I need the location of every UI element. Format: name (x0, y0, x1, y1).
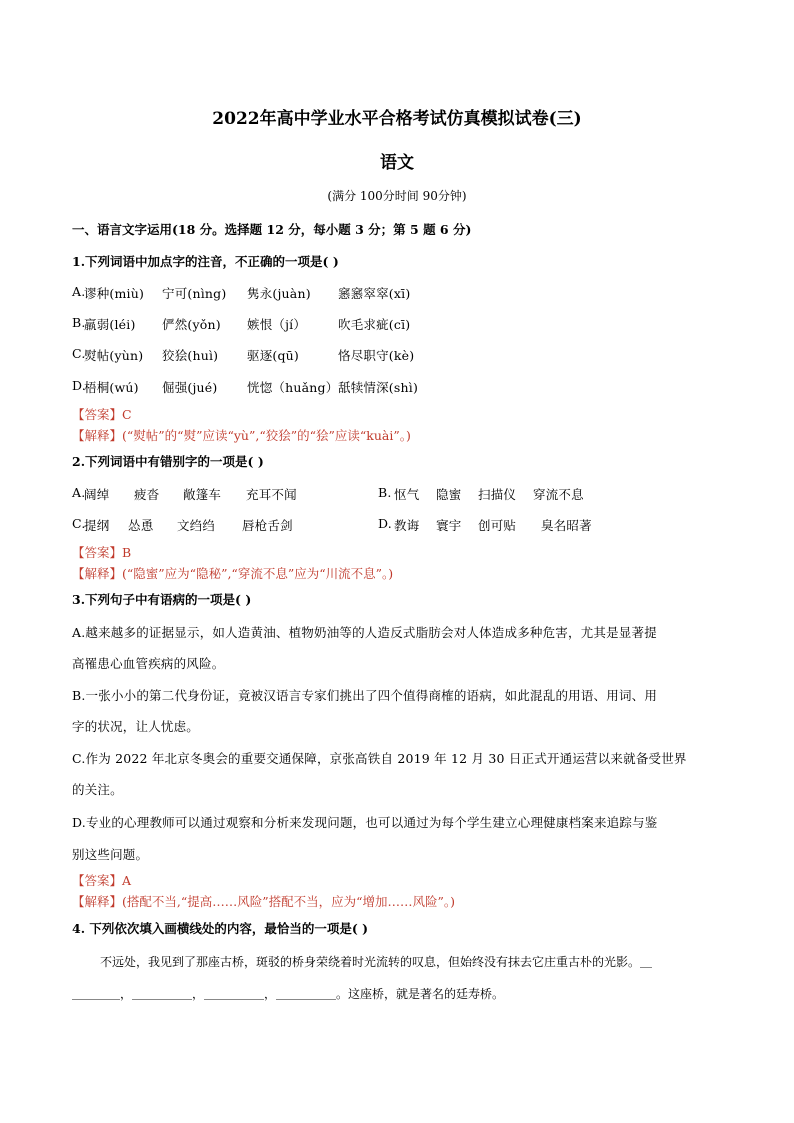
explain-label: 【解释】 (72, 894, 123, 909)
q2-row-1 (72, 485, 584, 502)
option-item: 宁可(nìng) (162, 286, 227, 301)
option-label: A. (72, 485, 86, 500)
option-item: 提纲 (84, 518, 110, 533)
option-label: D. (378, 516, 392, 531)
option-label: D. (72, 378, 86, 393)
q1-answer (72, 405, 132, 423)
explain-text: (“熨帖”的“熨”应读“yù”,“狡狯”的“狯”应读“kuài”。) (122, 428, 411, 443)
q2-row-2 (72, 516, 592, 533)
option-item: 隐蜜 (436, 487, 462, 502)
answer-value: A (122, 873, 132, 888)
question-2-title: 2.下列词语中有错别字的一项是( ) (72, 454, 264, 469)
section-heading: 一、语言文字运用(18 分。选择题 12 分，每小题 3 分；第 5 题 6 分) (72, 222, 472, 237)
option-item: 窸窸窣窣(xī) (338, 286, 411, 301)
q4-passage-line-1: 不远处，我见到了那座古桥，斑驳的桥身荣绕着时光流转的叹息，但始终没有抹去它庄重古朴的光影。＿ (100, 955, 653, 969)
option-item: 隽永(juàn) (247, 286, 311, 301)
explain-label: 【解释】 (72, 428, 123, 443)
page-title: 2022年高中学业水平合格考试仿真模拟试卷(三) (212, 109, 582, 129)
q3-explanation (72, 892, 455, 910)
option-label: C. (72, 516, 86, 531)
answer-label: 【答案】 (72, 545, 123, 560)
q1-explanation (72, 426, 411, 444)
question-3-title: 3.下列句子中有语病的一项是( ) (72, 592, 252, 607)
option-item: 倔强(jué) (162, 380, 218, 395)
q2-answer (72, 543, 131, 561)
option-item: 熨帖(yùn) (84, 348, 144, 363)
option-item: 唇枪舌剑 (242, 518, 293, 533)
option-item: 文绉绉 (177, 518, 216, 533)
q3-option-d-line-2: 别这些问题。 (72, 847, 149, 862)
option-item: 吹毛求疵(cī) (338, 317, 411, 332)
option-label: B. (72, 315, 86, 330)
option-item: 怄气 (394, 487, 420, 502)
q3-option-a-line-2: 高罹患心血管疾病的风险。 (72, 656, 225, 671)
option-label: C. (72, 346, 86, 361)
option-item: 狡狯(huì) (162, 348, 219, 363)
option-label: B. (378, 485, 392, 500)
q3-answer (72, 871, 131, 889)
q4-passage-line-2: ＿＿＿＿，＿＿＿＿＿，＿＿＿＿＿，＿＿＿＿＿。这座桥，就是著名的廷寿桥。 (72, 987, 505, 1001)
q1-option-b (72, 315, 411, 332)
option-item: 扫描仪 (478, 487, 517, 502)
option-item: 疲沓 (134, 487, 160, 502)
option-item: 嫉恨（jí） (247, 317, 307, 332)
q3-option-b-line-1: B.一张小小的第二代身份证，竟被汉语言专家们挑出了四个值得商榷的语病，如此混乱的用语、用词、用 (72, 688, 658, 703)
exam-page: 2022年高中学业水平合格考试仿真模拟试卷(三) 语文 (满分 100分时间 90分钟) 一、语言文字运用(18 分。选择题 12 分，每小题 3 分；第 5 题 6 分) 1.下列词语中加点字的注音，不正确的一项是( ) A. 谬种(miù) 宁可(nìng) 隽永(juàn) 窸窸窣窣(xī) B. 羸弱(léi) 俨然(yǒn) 嫉恨（jí） 吹毛求疵(cī) C. 熨帖(yùn) 狡狯(huì) 驱逐(qū) 恪尽职守(kè) D. 梧桐(wú) 倔强(jué) 恍惚（huǎng） 舐犊情深(shì) 【答案】C 【解释】(“熨帖”的“熨”应读“yù”,“狡狯”的“狯”应读“kuài”。) 2.下列词语中有错别字的一项是( ) A. 阔绰 疲沓 敞篷车 充耳不闻 B. 怄气 隐蜜 扫描仪 穿流不息 C. 提纲 怂恿 文绉绉 唇枪舌剑 D. 教诲 寰宇 创可贴 臭名昭著 【答案】B 【解释】(“隐蜜”应为“隐秘”,“穿流不息”应为“川流不息”。) 3.下列句子中有语病的一项是( ) A.越来越多的证据显示，如人造黄油、植物奶油等的人造反式脂肪会对人体造成多种危害，尤其是显著提 高罹患心血管疾病的风险。 B.一张小小的第二代身份证，竟被汉语言专家们挑出了四个值得商榷的语病，如此混乱的用语、用词、用 字的状况，让人忧虑。 C.作为 2022 年北京冬奥会的重要交通保障，京张高铁自 2019 年 12 月 30 日正式开通运营以来就备受世界 的关注。 D.专业的心理教师可以通过观察和分析来发现问题，也可以通过为每个学生建立心理健康档案来追踪与鉴 别这些问题。 【答案】A 【解释】(搭配不当,“提高……风险”搭配不当，应为“增加……风险”。) 4. 下列依次填入画横线处的内容，最恰当的一项是( ) 不远处，我见到了那座古桥，斑驳的桥身荣绕着时光流转的叹息，但始终没有抹去它庄重古朴的光影。＿ ＿＿＿＿，＿＿＿＿＿，＿＿＿＿＿，＿＿＿＿＿。这座桥，就是著名的廷寿桥。 (0, 0, 794, 1123)
option-item: 怂恿 (128, 518, 154, 533)
option-item: 舐犊情深(shì) (338, 380, 419, 395)
q3-option-d-line-1: D.专业的心理教师可以通过观察和分析来发现问题，也可以通过为每个学生建立心理健康档案来追踪与鉴 (72, 815, 658, 830)
option-item: 俨然(yǒn) (162, 317, 221, 332)
q3-option-a-line-1: A.越来越多的证据显示，如人造黄油、植物奶油等的人造反式脂肪会对人体造成多种危害，尤其是显著提 (72, 625, 657, 640)
q3-option-c-line-2: 的关注。 (72, 782, 123, 797)
q1-option-c (72, 346, 415, 363)
option-item: 创可贴 (478, 518, 517, 533)
q2-explanation (72, 564, 393, 582)
answer-value: B (122, 545, 132, 560)
option-item: 恪尽职守(kè) (338, 348, 415, 363)
q1-option-d (72, 378, 419, 395)
question-1-title: 1.下列词语中加点字的注音，不正确的一项是( ) (72, 254, 339, 269)
question-4-title: 4. 下列依次填入画横线处的内容，最恰当的一项是( ) (72, 921, 369, 936)
subject-title: 语文 (380, 153, 414, 173)
option-item: 梧桐(wú) (84, 380, 139, 395)
answer-label: 【答案】 (72, 407, 123, 422)
answer-label: 【答案】 (72, 873, 123, 888)
q3-option-b-line-2: 字的状况，让人忧虑。 (72, 719, 200, 734)
option-item: 谬种(miù) (84, 286, 145, 301)
option-item: 穿流不息 (533, 487, 584, 502)
option-item: 教诲 (394, 518, 420, 533)
explain-label: 【解释】 (72, 566, 123, 581)
q3-option-c-line-1: C.作为 2022 年北京冬奥会的重要交通保障，京张高铁自 2019 年 12 月 30 日正式开通运营以来就备受世界 (72, 751, 687, 766)
option-item: 寰宇 (436, 518, 462, 533)
explain-text: (搭配不当,“提高……风险”搭配不当，应为“增加……风险”。) (122, 894, 456, 909)
option-item: 羸弱(léi) (84, 317, 136, 332)
explain-text: (“隐蜜”应为“隐秘”,“穿流不息”应为“川流不息”。) (122, 566, 394, 581)
answer-value: C (122, 407, 132, 422)
option-item: 充耳不闻 (246, 487, 297, 502)
option-item: 阔绰 (84, 487, 110, 502)
exam-meta: (满分 100分时间 90分钟) (327, 189, 467, 203)
option-item: 恍惚（huǎng） (247, 380, 339, 395)
option-item: 敞篷车 (183, 487, 222, 502)
option-item: 驱逐(qū) (247, 348, 300, 363)
option-item: 臭名昭著 (541, 518, 592, 533)
